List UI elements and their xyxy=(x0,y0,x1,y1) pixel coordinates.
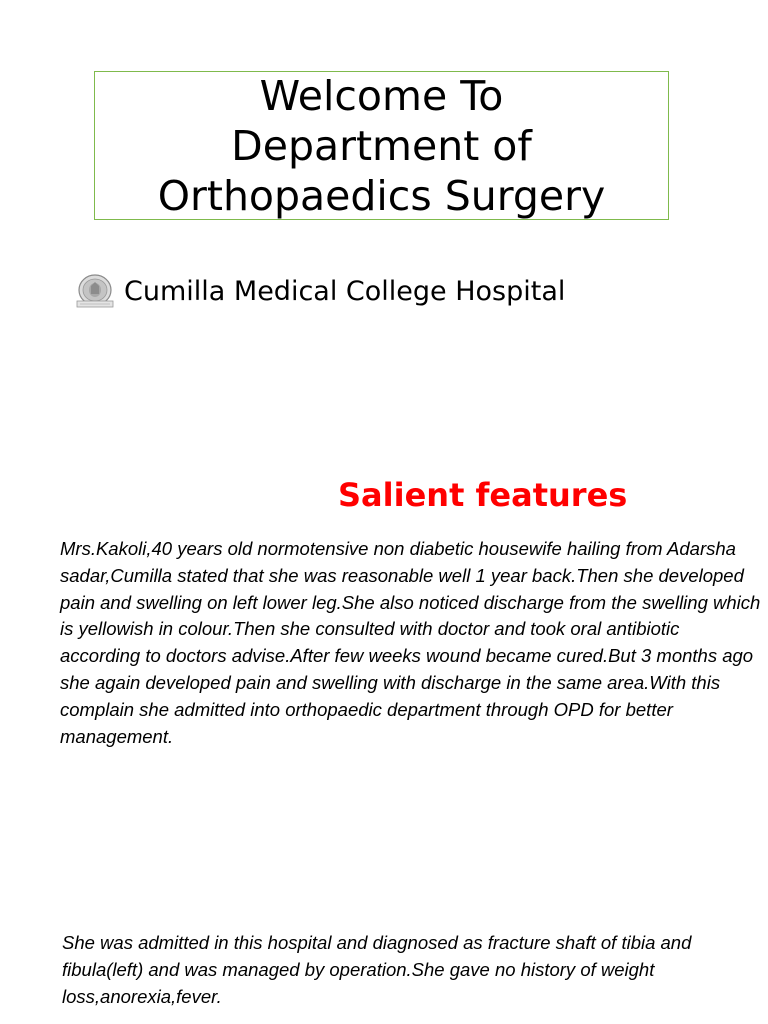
diagnosis-paragraph: She was admitted in this hospital and diagnosed as fracture shaft of tibia and fibula(left) and was managed by operation.She gave no history of weight loss,anorexia,fever. xyxy=(62,932,692,1007)
title-box xyxy=(94,71,669,220)
title-line-2: Department of xyxy=(231,121,532,170)
hospital-name: Cumilla Medical College Hospital xyxy=(124,276,566,307)
page-title xyxy=(158,71,606,221)
hospital-header xyxy=(74,266,565,318)
case-history-paragraph: Mrs.Kakoli,40 years old normotensive non diabetic housewife hailing from Adarsha sadar,Cumilla stated that she was reasonable well 1 year back.Then she developed pain and swelling on left lower leg.She also noticed discharge from the swelling which is yellowish in colour.Then she consulted with doctor and took oral antibiotic according to doctors advise.After few weeks wound became cured.But 3 months ago she again developed pain and swelling with discharge in the same area.With this complain she admitted into orthopaedic department through OPD for better management. xyxy=(60,538,761,747)
section-heading: Salient features xyxy=(338,476,628,514)
college-seal-icon xyxy=(74,273,116,311)
title-line-1: Welcome To xyxy=(259,71,504,120)
title-line-3: Orthopaedics Surgery xyxy=(157,171,606,220)
